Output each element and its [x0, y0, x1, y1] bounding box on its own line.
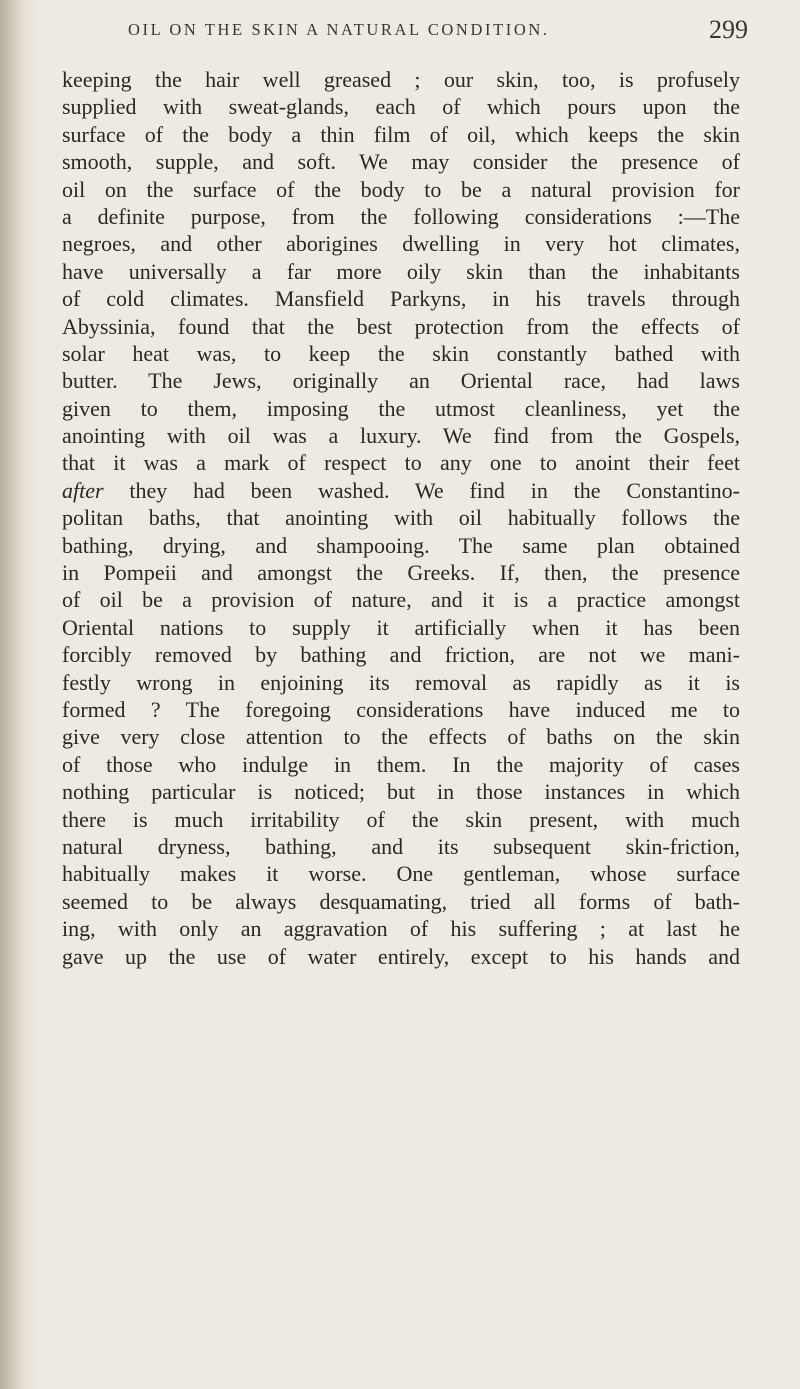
- text-line: butter. The Jews, originally an Oriental race, had laws: [62, 368, 740, 394]
- text-line: oil on the surface of the body to be a natural provision for: [62, 176, 740, 202]
- running-head: [128, 10, 748, 50]
- text-line: surface of the body a thin film of oil, which keeps the skin: [62, 121, 740, 147]
- text-line: ing, with only an aggravation of his suffering ; at last he: [62, 916, 740, 942]
- running-title: OIL ON THE SKIN A NATURAL CONDITION.: [128, 20, 550, 39]
- text-line: of oil be a provision of nature, and it is a practice amongst: [62, 587, 740, 613]
- text-line: Oriental nations to supply it artificially when it has been: [62, 614, 740, 640]
- gutter-shadow: [0, 0, 26, 1389]
- text-line: natural dryness, bathing, and its subsequent skin-friction,: [62, 833, 740, 859]
- text-line: keeping the hair well greased ; our skin, too, is profusely: [62, 67, 740, 92]
- text-line: that it was a mark of respect to any one to anoint their feet: [62, 450, 740, 476]
- text-line: politan baths, that anointing with oil habitually follows the: [62, 505, 740, 531]
- text-line: habitually makes it worse. One gentleman, whose surface: [62, 861, 740, 887]
- text-line: given to them, imposing the utmost cleanliness, yet the: [62, 395, 740, 421]
- body-text: [62, 66, 740, 970]
- text-line: of those who indulge in them. In the majority of cases: [62, 751, 740, 777]
- text-line: gave up the use of water entirely, except to his hands and: [62, 943, 740, 969]
- page-number: 299: [709, 15, 748, 44]
- text-line: festly wrong in enjoining its removal as rapidly as it is: [62, 669, 740, 695]
- text-line: seemed to be always desquamating, tried all forms of bath-: [62, 888, 740, 914]
- text-line-italic-after: after they had been washed. We find in the Constantino-: [62, 477, 740, 503]
- text-line: have universally a far more oily skin than the inhabitants: [62, 258, 740, 284]
- text-line: nothing particular is noticed; but in those instances in which: [62, 779, 740, 805]
- text-line: of cold climates. Mansfield Parkyns, in his travels through: [62, 286, 740, 312]
- text-line: bathing, drying, and shampooing. The same plan obtained: [62, 532, 740, 558]
- text-line: in Pompeii and amongst the Greeks. If, then, the presence: [62, 560, 740, 586]
- text-line: Abyssinia, found that the best protection from the effects of: [62, 313, 740, 339]
- text-line: solar heat was, to keep the skin constantly bathed with: [62, 340, 740, 366]
- text-line: negroes, and other aborigines dwelling in very hot climates,: [62, 231, 740, 257]
- text-line: give very close attention to the effects of baths on the skin: [62, 724, 740, 750]
- text-line: there is much irritability of the skin present, with much: [62, 806, 740, 832]
- text-line: smooth, supple, and soft. We may consider the presence of: [62, 149, 740, 175]
- text-line: a definite purpose, from the following considerations :—The: [62, 203, 740, 229]
- text-line: forcibly removed by bathing and friction, are not we mani-: [62, 642, 740, 668]
- text-line: anointing with oil was a luxury. We find from the Gospels,: [62, 423, 740, 449]
- text-line: formed ? The foregoing considerations have induced me to: [62, 696, 740, 722]
- text-line: supplied with sweat-glands, each of which pours upon the: [62, 94, 740, 120]
